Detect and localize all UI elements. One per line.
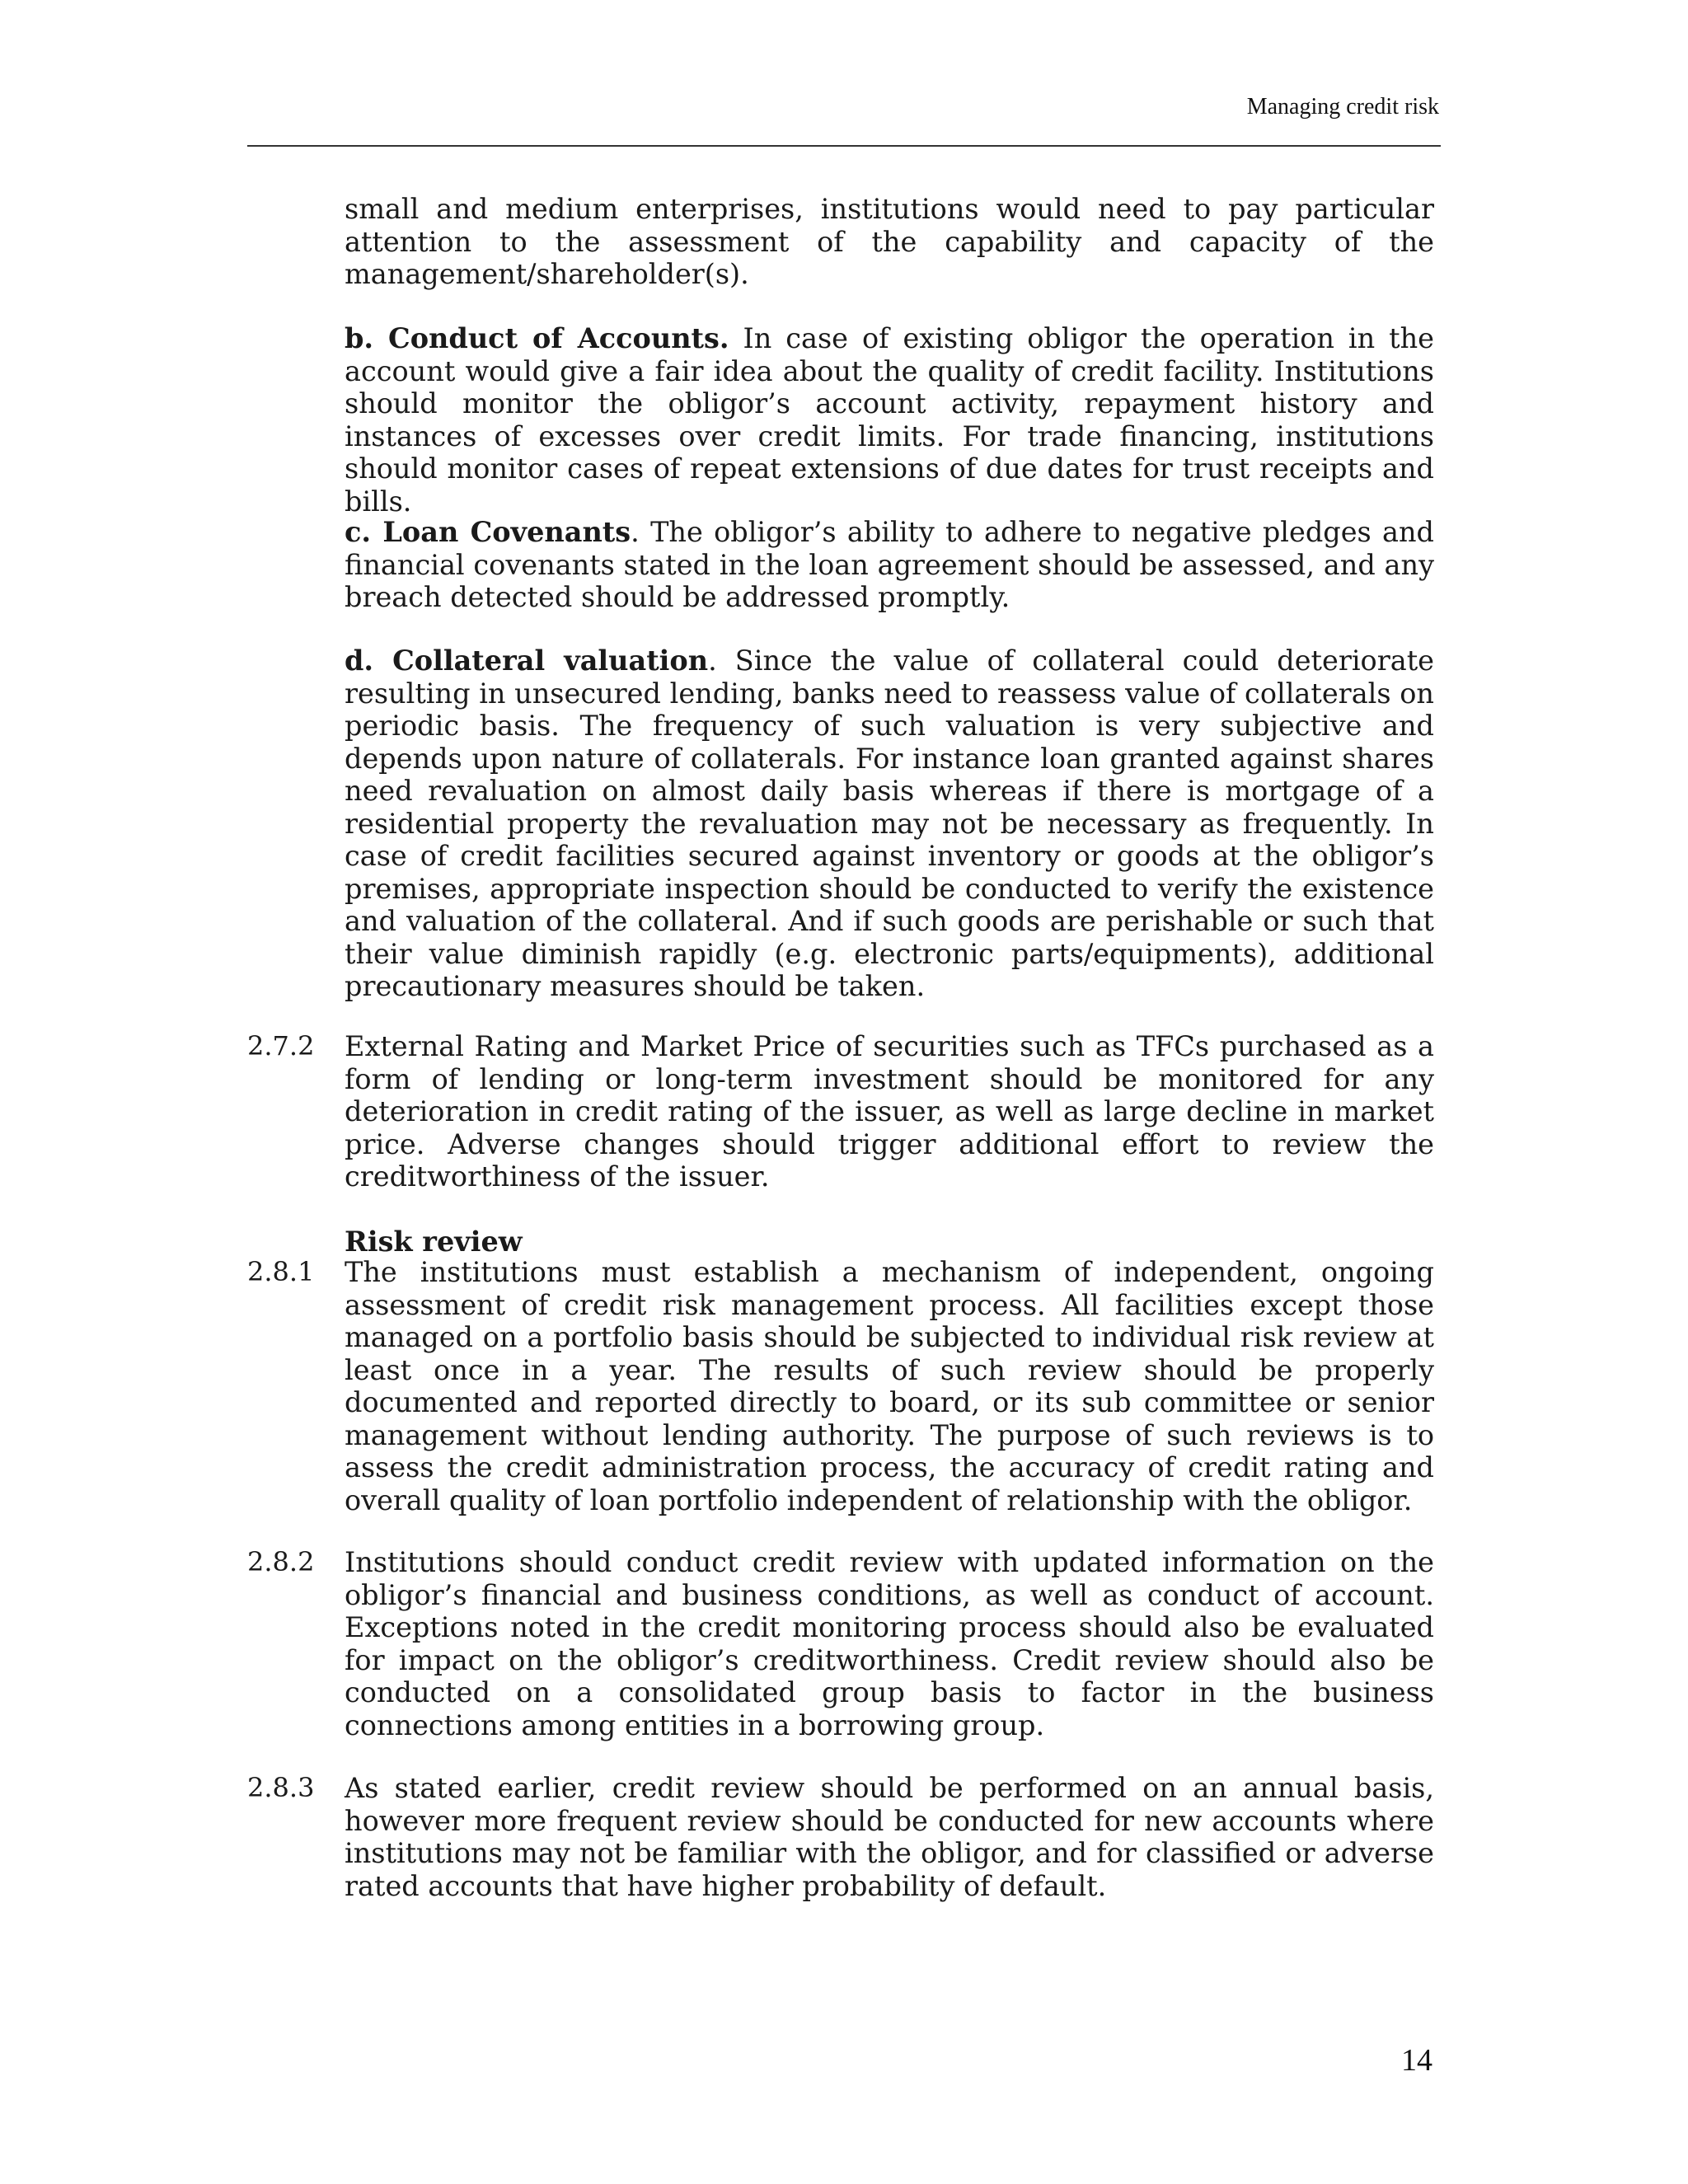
continuation-paragraph: small and medium enterprises, institutions would need to pay particular attention to the assessment of the capability and capacity of the management/shareholder(s).: [345, 193, 1434, 290]
section-2-7-2-paragraph: External Rating and Market Price of securities such as TFCs purchased as a form of lending or long-term investment should be monitored for any deterioration in credit rating of the issuer, as well as large decline in market price. Adverse changes should trigger additional effort to review the creditworthiness of the issuer.: [345, 1030, 1434, 1193]
section-number-2-8-3: 2.8.3: [247, 1772, 315, 1803]
item-d-title: d. Collateral valuation: [345, 644, 709, 677]
section-2-8-2-paragraph: Institutions should conduct credit review with updated information on the obligor’s financial and business conditions, as well as conduct of account. Exceptions noted in the credit monitoring process should also be evaluated for impact on the obligor’s creditworthiness. Credit review should also be conducted on a consolidated group basis to factor in the business connections among entities in a borrowing group.: [345, 1546, 1434, 1741]
item-d-paragraph: [345, 644, 1434, 1003]
item-c-paragraph: [345, 516, 1434, 614]
section-2-8-3-paragraph: As stated earlier, credit review should be performed on an annual basis, however more frequent review should be conducted for new accounts where institutions may not be familiar with the obligor, and for classified or adverse rated accounts that have higher probability of default.: [345, 1772, 1434, 1902]
section-number-2-7-2: 2.7.2: [247, 1030, 315, 1062]
page-number: 14: [1401, 2043, 1432, 2078]
risk-review-heading: Risk review: [345, 1226, 523, 1258]
item-c-text: . The obligor’s ability to adhere to negative pledges and financial covenants stated in the loan agreement should be assessed, and any breach detected should be addressed promptly.: [345, 516, 1434, 613]
item-b-paragraph: [345, 322, 1434, 518]
item-c-title: c. Loan Covenants: [345, 516, 631, 548]
section-number-2-8-2: 2.8.2: [247, 1546, 315, 1577]
section-2-8-1-paragraph: The institutions must establish a mechanism of independent, ongoing assessment of credit risk management process. All facilities except those managed on a portfolio basis should be subjected to individual risk review at least once in a year. The results of such review should be properly documented and reported directly to board, or its sub committee or senior management without lending authority. The purpose of such reviews is to assess the credit administration process, the accuracy of credit rating and overall quality of loan portfolio independent of relationship with the obligor.: [345, 1256, 1434, 1516]
running-header: Managing credit risk: [1246, 94, 1439, 120]
item-d-text: . Since the value of collateral could deteriorate resulting in unsecured lending, banks need to reassess value of collaterals on periodic basis. The frequency of such valuation is very subjective and depends upon nature of collaterals. For instance loan granted against shares need revaluation on almost daily basis whereas if there is mortgage of a residential property the revaluation may not be necessary as frequently. In case of credit facilities secured against inventory or goods at the obligor’s premises, appropriate inspection should be conducted to verify the existence and valuation of the collateral. And if such goods are perishable or such that their value diminish rapidly (e.g. electronic parts/equipments), additional precautionary measures should be taken.: [345, 644, 1434, 1002]
header-divider: [247, 145, 1441, 147]
section-number-2-8-1: 2.8.1: [247, 1256, 315, 1287]
item-b-text: In case of existing obligor the operation in the account would give a fair idea about the quality of credit facility. Institutions should monitor the obligor’s account activity, repayment history and instances of excesses over credit limits. For trade financing, institutions should monitor cases of repeat extensions of due dates for trust receipts and bills.: [345, 322, 1434, 518]
item-b-title: b. Conduct of Accounts.: [345, 322, 729, 354]
